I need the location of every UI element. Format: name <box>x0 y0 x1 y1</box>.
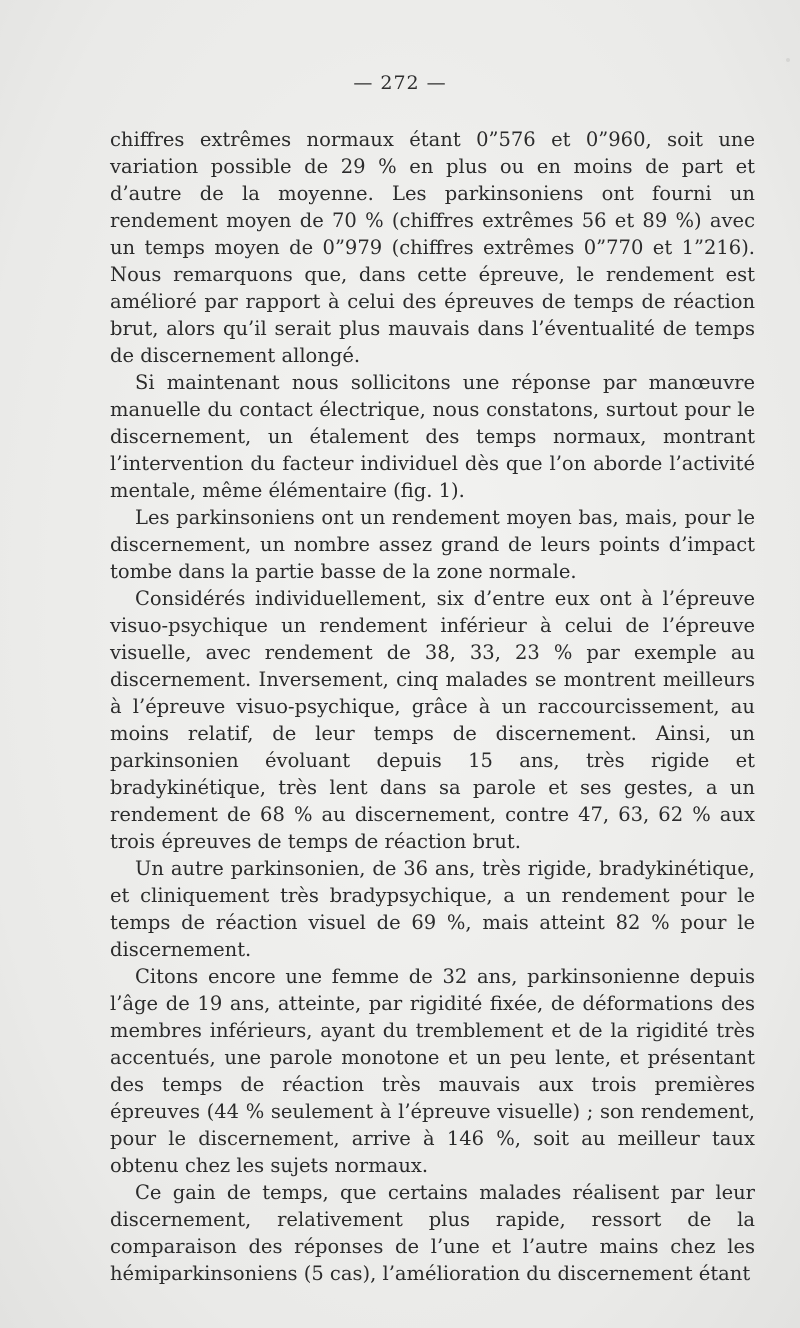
paragraph: Considérés individuellement, six d’entre eux ont à l’épreuve visuo-psychique un rendement inférieur à celui de l’épreuve visuelle, avec rendement de 38, 33, 23 % par exemple au discernement. Inversement, cinq malades se montrent meilleurs à l’épreuve visuo-psychique, grâce à un raccourcissement, au moins relatif, de leur temps de discernement. Ainsi, un parkinsonien évoluant depuis 15 ans, très rigide et bradykinétique, très lent dans sa parole et ses gestes, a un rendement de 68 % au discernement, contre 47, 63, 62 % aux trois épreuves de temps de réaction brut. <box>110 587 755 853</box>
paragraph: Citons encore une femme de 32 ans, parkinsonienne depuis l’âge de 19 ans, atteinte, par rigidité fixée, de déformations des membres inférieurs, ayant du tremblement et de la rigidité très accentués, une parole monotone et un peu lente, et présentant des temps de réaction très mauvais aux trois premières épreuves (44 % seulement à l’épreuve visuelle) ; son rendement, pour le discernement, arrive à 146 %, soit au meilleur taux obtenu chez les sujets normaux. <box>110 965 755 1177</box>
paragraph: Ce gain de temps, que certains malades réalisent par leur discernement, relativement plus rapide, ressort de la comparaison des réponses de l’une et l’autre mains chez les hémiparkinsoniens (5 cas), l’amélioration du discernement étant <box>110 1181 755 1285</box>
paragraph-continued: chiffres extrêmes normaux étant 0”576 et 0”960, soit une variation possible de 29 % en plus ou en moins de part et d’autre de la moyenne. Les parkinsoniens ont fourni un rendement moyen de 70 % (chiffres extrêmes 56 et 89 %) avec un temps moyen de 0”979 (chiffres extrêmes 0”770 et 1”216). Nous remarquons que, dans cette épreuve, le rendement est amélioré par rapport à celui des épreuves de temps de réaction brut, alors qu’il serait plus mauvais dans l’éventualité de temps de discernement allongé. <box>110 128 755 367</box>
body-text <box>110 126 755 1287</box>
paragraph: Un autre parkinsonien, de 36 ans, très rigide, bradykinétique, et cliniquement très bradypsychique, a un rendement pour le temps de réaction visuel de 69 %, mais atteint 82 % pour le discernement. <box>110 857 755 961</box>
paragraph: Les parkinsoniens ont un rendement moyen bas, mais, pour le discernement, un nombre assez grand de leurs points d’impact tombe dans la partie basse de la zone normale. <box>110 506 755 583</box>
page-number: — 272 — <box>353 72 447 94</box>
paragraph: Si maintenant nous sollicitons une réponse par manœuvre manuelle du contact électrique, nous constatons, surtout pour le discernement, un étalement des temps normaux, montrant l’intervention du facteur individuel dès que l’on aborde l’activité mentale, même élémentaire (fig. 1). <box>110 371 755 502</box>
paper-speck <box>786 58 790 62</box>
